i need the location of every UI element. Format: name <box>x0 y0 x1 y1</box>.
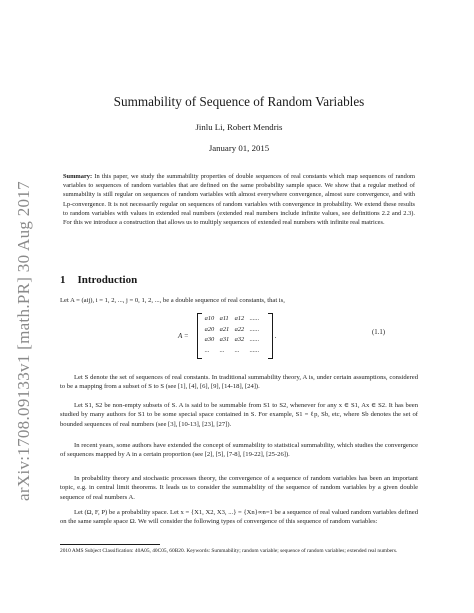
matrix-lhs: A = <box>178 332 189 340</box>
matrix-right-bracket <box>268 313 273 359</box>
matrix-entry: ...... <box>249 346 260 354</box>
matrix-entry: a21 <box>219 325 230 333</box>
matrix-entry: a10 <box>204 315 215 322</box>
arxiv-identifier <box>8 126 40 556</box>
matrix-entry: ...... <box>249 336 260 343</box>
matrix-equation <box>178 313 276 359</box>
intro-paragraph-6: Let (Ω, F, P) be a probability space. Let x = {X1, X2, X3, ...} = {Xn}∞n=1 be a sequence of real valued random variables defined on the same sample space Ω. We will consider the following types of convergence of this sequence of random variables: <box>60 509 418 526</box>
matrix-entry: a32 <box>234 336 245 343</box>
intro-paragraph-2: Let S denote the set of sequences of real constants. In traditional summability theory, A is, under certain assumptions, considered to be a mapping from a subset of S to S (see [1], [4], [6], [9], [14-18], [24]). <box>60 374 418 391</box>
footnote: 2010 AMS Subject Classification: 40A05, 40C05, 60B20. Keywords: Summability; random variable; sequence of random variables; extended real numbers. <box>60 548 398 554</box>
intro-paragraph-3: Let S1, S2 be non-empty subsets of S. A is said to be summable from S1 to S2, whenever for any x ∈ S1, Ax ∈ S2. It has been studied by many authors for S1 to be some special space contained in S. For example, S1 = ℓp, Sb, etc, where Sb denotes the set of bounded sequences of real numbers (see [3], [10-13], [23], [27]). <box>60 402 418 428</box>
intro-paragraph-1: Let A = (aij), i = 1, 2, ..., j = 0, 1, 2, ..., be a double sequence of real constants, that is, <box>60 297 285 304</box>
matrix-entry: a31 <box>219 336 230 343</box>
matrix-entry: ... <box>204 346 210 354</box>
matrix-entry: ...... <box>249 325 260 333</box>
intro-paragraph-5: In probability theory and stochastic processes theory, the convergence of a sequence of random variables has been an important topic, e.g. in central limit theorems. It leads us to consider the summability of the sequence of random variables by a given double sequence of real numbers A. <box>60 475 418 501</box>
matrix-entry: a30 <box>204 336 215 343</box>
section-number: 1 <box>60 274 66 286</box>
equation-number: (1.1) <box>372 329 386 336</box>
arxiv-identifier-text: arXiv:1708.09133v1 [math.PR] 30 Aug 2017 <box>14 181 34 501</box>
section-title: Introduction <box>77 274 138 286</box>
paper-authors: Jinlu Li, Robert Mendris <box>195 122 283 132</box>
matrix-entry: a11 <box>219 315 229 322</box>
matrix-grid <box>202 315 268 357</box>
paper-date: January 01, 2015 <box>208 143 270 153</box>
section-heading <box>60 274 137 286</box>
matrix-entry: a20 <box>204 325 215 333</box>
matrix-entry: ... <box>234 346 240 354</box>
matrix-entry: a22 <box>234 325 245 333</box>
matrix-end: . <box>274 332 277 340</box>
footnote-rule <box>60 544 160 545</box>
abstract-label: Summary: <box>63 173 93 180</box>
intro-paragraph-4: In recent years, some authors have extended the concept of summability to statistical summability, which studies the convergence of sequences mapped by A in a certain proportion (see [2], [5], [7-8], [19-22], [25-26]). <box>60 442 418 459</box>
matrix-entry: ... <box>219 346 225 354</box>
matrix-entry: a12 <box>234 315 245 322</box>
matrix-entry: ...... <box>249 315 260 322</box>
abstract <box>63 172 415 227</box>
abstract-text: In this paper, we study the summability properties of double sequences of real constants which map sequences of random variables to sequences of random variables that are defined on the same probability sample space. We show that a regular method of summability is still regular on sequences of random variables with almost everywhere convergence, almost sure convergence, and with Lp-convergence. It is not necessarily regular on sequences of random variables with convergence in probability. We extend these results to random variables with values in extended real numbers (extended real numbers include infinite values, see definitions 2.2 and 2.3). For this we introduce a construction that allows us to multiply sequences of extended real numbers with infinite real matrices. <box>63 173 415 227</box>
paper-title: Summability of Sequence of Random Variables <box>113 94 365 109</box>
